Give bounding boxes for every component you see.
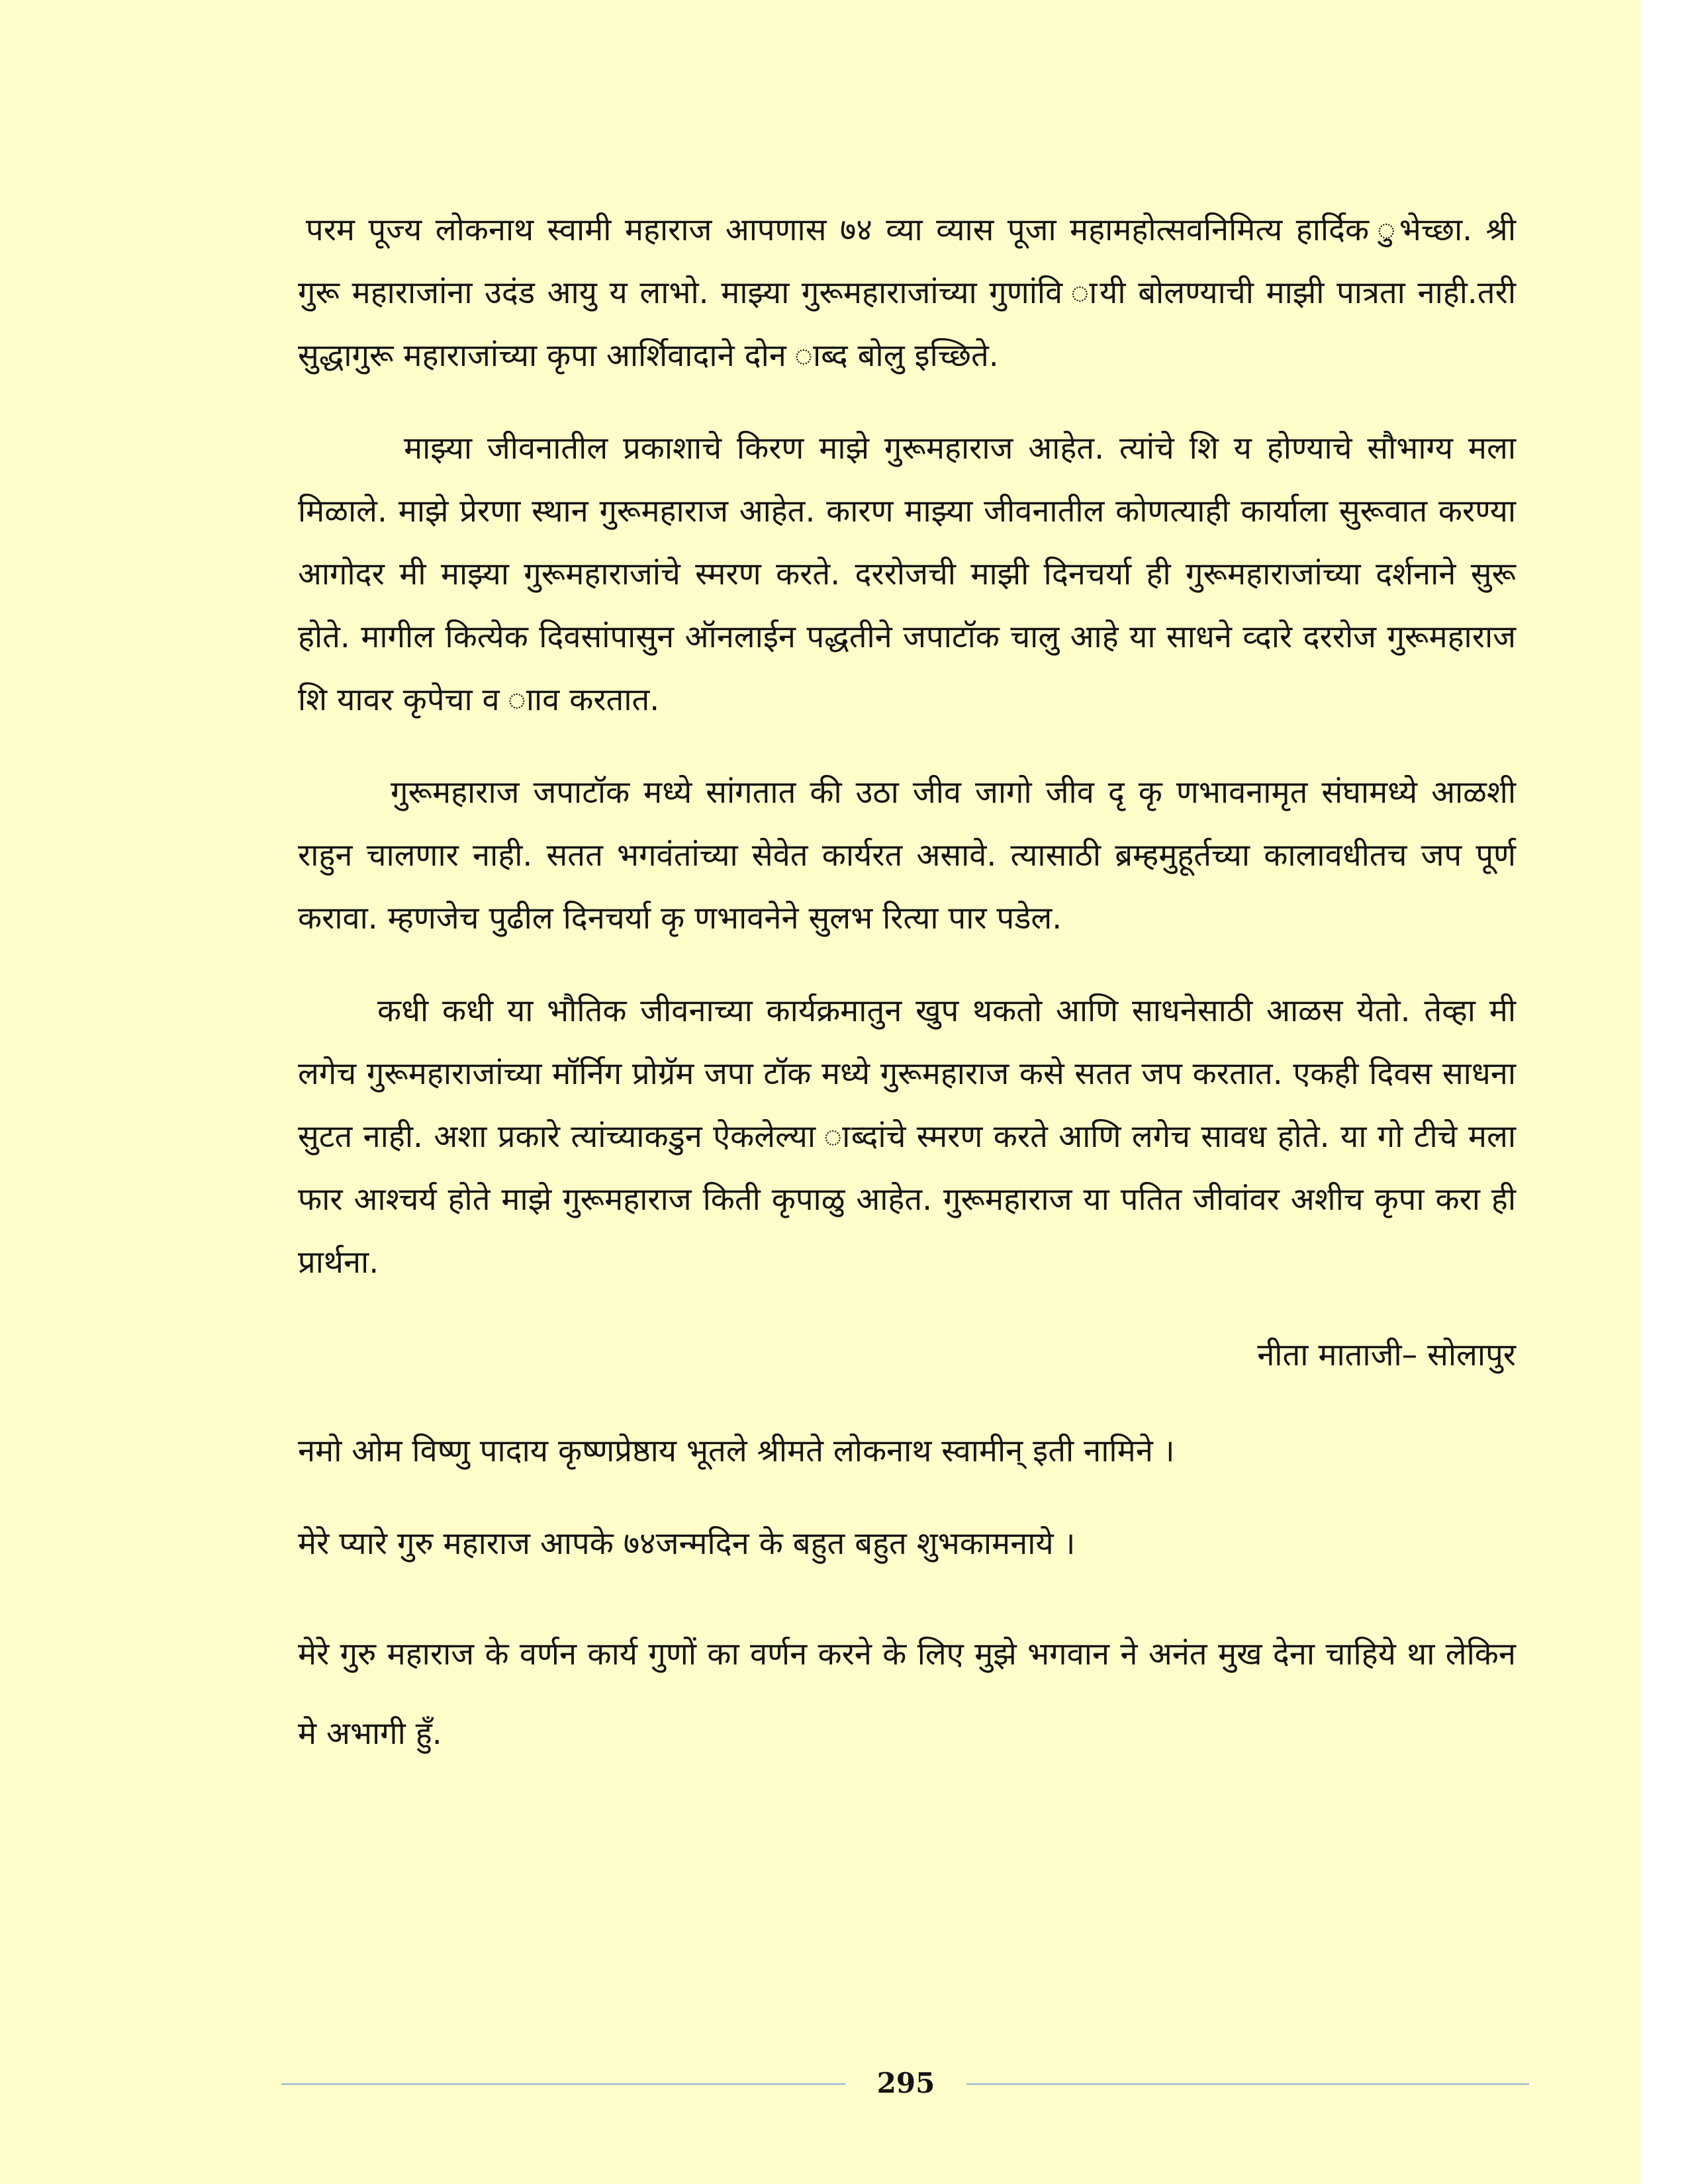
paragraph-birthday-greeting: परम पूज्य लोकनाथ स्वामी महाराज आपणास ७४ व्या व्यास पूजा महामहोत्सवनिमित्य हार्दिक ुभेच्छा. श्री गुरू महाराजांना उदंड आयु य लाभो. माझ्या गुरूमहाराजांच्या गुणांवि ायी बोलण्याची माझी पात्रता नाही.तरी सुद्धागुरू महाराजांच्या कृपा आर्शिवादाने दोन ाब्द बोलु इच्छिते. (298, 212, 1516, 374)
page-number: 295 (876, 2067, 935, 2099)
footer-rule-right (966, 2083, 1529, 2085)
pranam-verse: नमो ओम विष्णु पादाय कृष्णप्रेष्ठाय भूतले श्रीमते लोकनाथ स्वामीन् इती नामिने । (298, 1433, 1175, 1469)
author-signature: नीता माताजी– सोलापुर (1257, 1337, 1516, 1373)
paragraph-prayer: कधी कधी या भौतिक जीवनाच्या कार्यक्रमातुन खुप थकतो आणि साधनेसाठी आळस येतो. तेव्हा मी लगेच गुरूमहाराजांच्या मॉर्निग प्रोग्रॅम जपा टॉक मध्ये गुरूमहाराज कसे सतत जप करतात. एकही दिवस साधना सुटत नाही. अशा प्रकारे त्यांच्याकडुन ऐकलेल्या ाब्दांचे स्मरण करते आणि लगेच सावध होते. या गो टीचे मला फार आश्चर्य होते माझे गुरूमहाराज किती कृपाळु आहेत. गुरूमहाराज या पतित जीवांवर अशीच कृपा करा ही प्रार्थना. (298, 993, 1516, 1281)
document-body (298, 199, 1516, 1774)
paragraph-guru-light: माझ्या जीवनातील प्रकाशाचे किरण माझे गुरूमहाराज आहेत. त्यांचे शि य होण्याचे सौभाग्य मला मिळाले. माझे प्रेरणा स्थान गुरूमहाराज आहेत. कारण माझ्या जीवनातील कोणत्याही कार्याला सुरूवात करण्या आगोदर मी माझ्या गुरूमहाराजांचे स्मरण करते. दररोजची माझी दिनचर्या ही गुरूमहाराजांच्या दर्शनाने सुरू होते. मागील कित्येक दिवसांपासुन ऑनलाईन पद्धतीने जपाटॉक चालु आहे या साधने व्दारे दररोज गुरूमहाराज शि यावर कृपेचा व ााव करतात. (298, 430, 1516, 718)
footer-rule-left (281, 2083, 845, 2085)
paragraph-japa-talk: गुरूमहाराज जपाटॉक मध्ये सांगतात की उठा जीव जागो जीव दृ कृ णभावनामृत संघामध्ये आळशी राहुन चालणार नाही. सतत भगवंतांच्या सेवेत कार्यरत असावे. त्यासाठी ब्रम्हमुहूर्तच्या कालावधीतच जप पूर्ण करावा. म्हणजेच पुढील दिनचर्या कृ णभावनेने सुलभ रित्या पार पडेल. (298, 774, 1516, 936)
hindi-birthday-wish: मेरे प्यारे गुरु महाराज आपके ७४जन्मदिन के बहुत बहुत शुभकामनाये । (298, 1525, 1076, 1562)
hindi-paragraph: मेरे गुरु महाराज के वर्णन कार्य गुणों का वर्णन करने के लिए मुझे भगवान ने अनंत मुख देना चाहिये था लेकिन मे अभागी हुँ. (298, 1636, 1516, 1752)
